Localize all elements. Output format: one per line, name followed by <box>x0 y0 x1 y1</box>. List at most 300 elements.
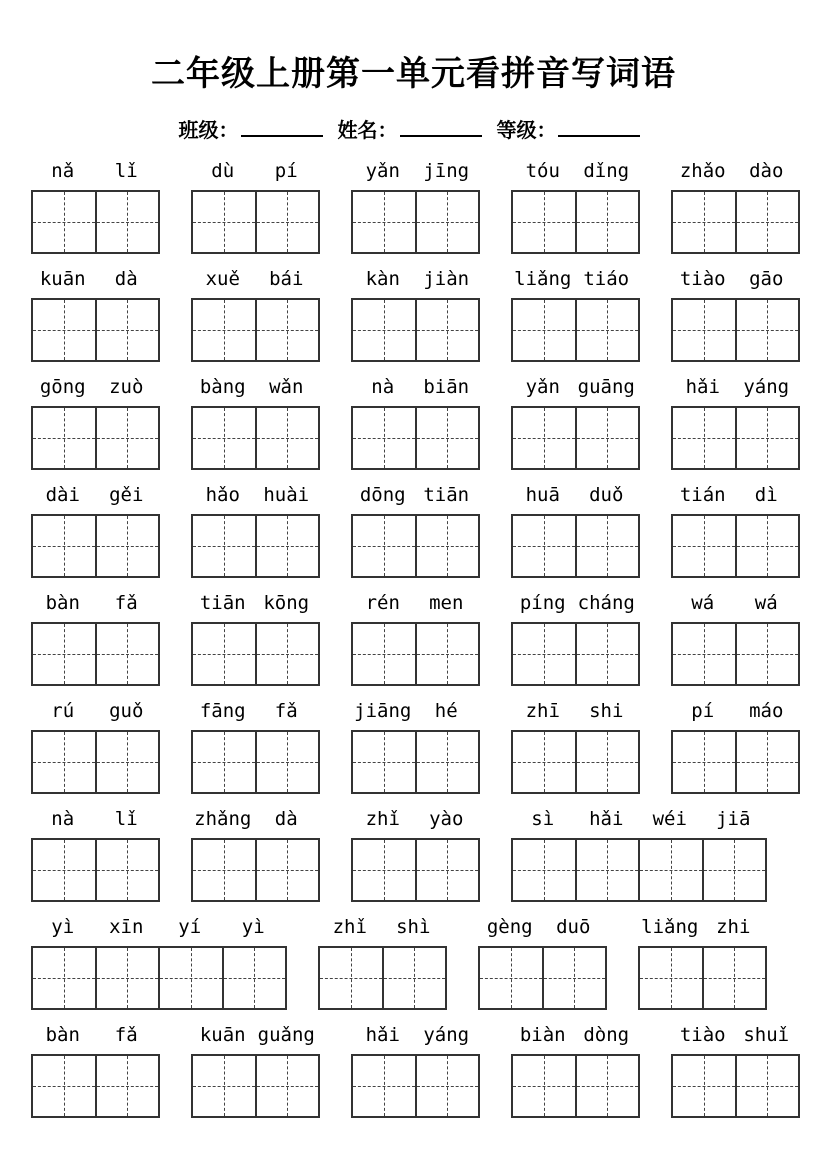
pinyin-syllable: fǎ <box>274 700 298 722</box>
writing-cell[interactable] <box>415 624 479 684</box>
writing-cell[interactable] <box>480 948 542 1008</box>
writing-cell[interactable] <box>415 732 479 792</box>
pinyin-syllable: píng <box>519 592 566 614</box>
writing-cell[interactable] <box>575 840 639 900</box>
tianzige-boxes <box>511 514 640 578</box>
writing-cell[interactable] <box>415 840 479 900</box>
word-item <box>511 156 640 264</box>
pinyin-line <box>191 264 320 298</box>
writing-cell[interactable] <box>95 516 159 576</box>
writing-cell[interactable] <box>735 732 799 792</box>
writing-cell[interactable] <box>95 408 159 468</box>
pinyin-line <box>671 588 800 622</box>
pinyin-syllable: dào <box>749 160 784 182</box>
writing-cell[interactable] <box>702 948 766 1008</box>
writing-cell[interactable] <box>513 516 575 576</box>
tianzige-boxes <box>511 190 640 254</box>
pinyin-syllable: zhǐ <box>332 916 367 938</box>
pinyin-syllable: nà <box>51 808 75 830</box>
pinyin-syllable: shì <box>396 916 431 938</box>
pinyin-syllable: gěi <box>109 484 144 506</box>
pinyin-line <box>511 804 767 838</box>
pinyin-line <box>191 696 320 730</box>
pinyin-syllable: nà <box>371 376 395 398</box>
pinyin-line <box>351 264 480 298</box>
writing-cell[interactable] <box>193 408 255 468</box>
pinyin-line <box>351 696 480 730</box>
pinyin-syllable: hǎi <box>685 376 720 398</box>
tianzige-boxes <box>511 1054 640 1118</box>
name-blank[interactable] <box>400 117 482 137</box>
pinyin-line <box>191 804 320 838</box>
word-item <box>31 372 160 480</box>
tianzige-boxes <box>191 838 320 902</box>
tianzige-boxes <box>191 190 320 254</box>
word-item <box>638 912 767 1020</box>
pinyin-syllable: dù <box>211 160 235 182</box>
writing-cell[interactable] <box>415 408 479 468</box>
writing-cell[interactable] <box>193 516 255 576</box>
word-item <box>511 480 640 588</box>
pinyin-syllable: bàn <box>45 592 80 614</box>
writing-cell[interactable] <box>33 516 95 576</box>
writing-cell[interactable] <box>320 948 382 1008</box>
pinyin-syllable: jīng <box>423 160 470 182</box>
pinyin-syllable: dòng <box>583 1024 630 1046</box>
word-item <box>511 264 640 372</box>
tianzige-boxes <box>638 946 767 1010</box>
writing-cell[interactable] <box>33 624 95 684</box>
pinyin-line <box>511 264 640 298</box>
writing-cell[interactable] <box>158 948 222 1008</box>
writing-cell[interactable] <box>415 300 479 360</box>
pinyin-line <box>671 156 800 190</box>
pinyin-line <box>511 1020 640 1054</box>
pinyin-line <box>191 372 320 406</box>
tianzige-boxes <box>671 298 800 362</box>
writing-cell[interactable] <box>382 948 446 1008</box>
writing-cell[interactable] <box>735 408 799 468</box>
student-info-line <box>0 114 827 143</box>
pinyin-line <box>351 1020 480 1054</box>
writing-cell[interactable] <box>353 732 415 792</box>
pinyin-syllable: bàn <box>45 1024 80 1046</box>
writing-cell[interactable] <box>415 192 479 252</box>
word-item <box>31 912 287 1020</box>
writing-cell[interactable] <box>513 732 575 792</box>
writing-cell[interactable] <box>353 408 415 468</box>
writing-cell[interactable] <box>735 624 799 684</box>
writing-cell[interactable] <box>513 840 575 900</box>
writing-cell[interactable] <box>513 1056 575 1116</box>
writing-cell[interactable] <box>33 300 95 360</box>
word-item <box>31 156 160 264</box>
pinyin-syllable: yáng <box>743 376 790 398</box>
writing-cell[interactable] <box>193 840 255 900</box>
word-item <box>191 264 320 372</box>
pinyin-syllable: men <box>429 592 464 614</box>
writing-cell[interactable] <box>353 1056 415 1116</box>
pinyin-line <box>671 696 800 730</box>
writing-cell[interactable] <box>735 1056 799 1116</box>
writing-cell[interactable] <box>702 840 766 900</box>
pinyin-syllable: tiào <box>679 268 726 290</box>
tianzige-boxes <box>31 730 160 794</box>
pinyin-syllable: xīn <box>109 916 144 938</box>
word-item <box>351 1020 480 1128</box>
exercise-row <box>31 156 800 264</box>
pinyin-syllable: fǎ <box>114 592 138 614</box>
writing-cell[interactable] <box>33 192 95 252</box>
pinyin-syllable: zhǎng <box>194 808 252 830</box>
writing-cell[interactable] <box>33 948 95 1008</box>
class-label: 班级： <box>178 118 239 142</box>
word-item <box>671 264 800 372</box>
pinyin-line <box>351 156 480 190</box>
writing-cell[interactable] <box>33 840 95 900</box>
tianzige-boxes <box>191 622 320 686</box>
pinyin-line <box>31 912 287 946</box>
writing-cell[interactable] <box>95 840 159 900</box>
pinyin-syllable: máo <box>749 700 784 722</box>
tianzige-boxes <box>511 838 767 902</box>
tianzige-boxes <box>511 622 640 686</box>
tianzige-boxes <box>351 1054 480 1118</box>
writing-cell[interactable] <box>95 300 159 360</box>
pinyin-line <box>351 804 480 838</box>
writing-cell[interactable] <box>513 300 575 360</box>
tianzige-boxes <box>511 730 640 794</box>
pinyin-line <box>511 588 640 622</box>
pinyin-syllable: dài <box>45 484 80 506</box>
pinyin-syllable: duō <box>556 916 591 938</box>
writing-cell[interactable] <box>673 1056 735 1116</box>
word-item <box>191 480 320 588</box>
pinyin-line <box>351 372 480 406</box>
pinyin-line <box>191 588 320 622</box>
exercise-row <box>31 372 800 480</box>
writing-cell[interactable] <box>513 624 575 684</box>
pinyin-syllable: jiāng <box>354 700 412 722</box>
writing-cell[interactable] <box>193 624 255 684</box>
word-item <box>671 480 800 588</box>
word-item <box>671 1020 800 1128</box>
pinyin-syllable: shi <box>589 700 624 722</box>
pinyin-syllable: yì <box>241 916 265 938</box>
writing-cell[interactable] <box>222 948 286 1008</box>
writing-cell[interactable] <box>255 300 319 360</box>
writing-cell[interactable] <box>735 192 799 252</box>
pinyin-syllable: guāng <box>577 376 635 398</box>
pinyin-syllable: kàn <box>365 268 400 290</box>
tianzige-boxes <box>478 946 607 1010</box>
tianzige-boxes <box>31 190 160 254</box>
exercise-row <box>31 480 800 588</box>
writing-cell[interactable] <box>193 732 255 792</box>
pinyin-syllable: gōng <box>39 376 86 398</box>
tianzige-boxes <box>31 514 160 578</box>
word-item <box>671 372 800 480</box>
writing-cell[interactable] <box>353 516 415 576</box>
pinyin-syllable: tiáo <box>583 268 630 290</box>
exercise-row <box>31 804 800 912</box>
pinyin-syllable: dì <box>754 484 778 506</box>
word-item <box>31 804 160 912</box>
tianzige-boxes <box>671 1054 800 1118</box>
pinyin-line <box>671 480 800 514</box>
writing-cell[interactable] <box>673 408 735 468</box>
word-item <box>351 696 480 804</box>
pinyin-syllable: jiā <box>716 808 751 830</box>
tianzige-boxes <box>671 730 800 794</box>
tianzige-boxes <box>351 190 480 254</box>
exercise-row <box>31 1020 800 1128</box>
tianzige-boxes <box>351 406 480 470</box>
tianzige-boxes <box>671 514 800 578</box>
pinyin-syllable: yǎn <box>365 160 400 182</box>
exercise-row <box>31 696 800 804</box>
pinyin-line <box>191 156 320 190</box>
word-item <box>31 696 160 804</box>
tianzige-boxes <box>671 622 800 686</box>
pinyin-syllable: lǐ <box>114 160 138 182</box>
pinyin-line <box>638 912 767 946</box>
name-label: 姓名： <box>337 118 398 142</box>
writing-cell[interactable] <box>353 300 415 360</box>
word-item <box>351 372 480 480</box>
pinyin-syllable: gèng <box>486 916 533 938</box>
pinyin-syllable: yì <box>51 916 75 938</box>
tianzige-boxes <box>511 298 640 362</box>
pinyin-syllable: tiān <box>423 484 470 506</box>
writing-cell[interactable] <box>193 1056 255 1116</box>
writing-cell[interactable] <box>673 624 735 684</box>
pinyin-line <box>31 804 160 838</box>
pinyin-syllable: tiān <box>199 592 246 614</box>
pinyin-line <box>31 588 160 622</box>
word-item <box>31 1020 160 1128</box>
pinyin-syllable: hǎo <box>205 484 240 506</box>
writing-cell[interactable] <box>673 300 735 360</box>
writing-cell[interactable] <box>95 948 159 1008</box>
pinyin-line <box>31 156 160 190</box>
word-item <box>31 264 160 372</box>
writing-cell[interactable] <box>575 192 639 252</box>
writing-cell[interactable] <box>33 1056 95 1116</box>
writing-cell[interactable] <box>95 192 159 252</box>
writing-cell[interactable] <box>575 732 639 792</box>
pinyin-line <box>511 372 640 406</box>
writing-cell[interactable] <box>575 516 639 576</box>
pinyin-line <box>351 588 480 622</box>
pinyin-syllable: wá <box>754 592 778 614</box>
tianzige-boxes <box>671 406 800 470</box>
writing-cell[interactable] <box>638 840 702 900</box>
tianzige-boxes <box>191 1054 320 1118</box>
pinyin-line <box>511 156 640 190</box>
word-item <box>351 264 480 372</box>
writing-cell[interactable] <box>95 732 159 792</box>
writing-cell[interactable] <box>673 732 735 792</box>
writing-cell[interactable] <box>575 300 639 360</box>
tianzige-boxes <box>191 298 320 362</box>
pinyin-line <box>671 372 800 406</box>
pinyin-syllable: sì <box>531 808 555 830</box>
tianzige-boxes <box>31 946 287 1010</box>
writing-cell[interactable] <box>735 516 799 576</box>
tianzige-boxes <box>318 946 447 1010</box>
pinyin-syllable: wéi <box>652 808 687 830</box>
pinyin-line <box>351 480 480 514</box>
pinyin-syllable: yào <box>429 808 464 830</box>
writing-cell[interactable] <box>353 624 415 684</box>
pinyin-syllable: liǎng <box>641 916 699 938</box>
writing-cell[interactable] <box>353 840 415 900</box>
word-item <box>478 912 607 1020</box>
pinyin-syllable: xuě <box>205 268 240 290</box>
writing-cell[interactable] <box>33 408 95 468</box>
writing-cell[interactable] <box>193 300 255 360</box>
word-item <box>511 372 640 480</box>
pinyin-syllable: yáng <box>423 1024 470 1046</box>
word-item <box>351 156 480 264</box>
writing-cell[interactable] <box>255 516 319 576</box>
tianzige-boxes <box>511 406 640 470</box>
pinyin-syllable: shuǐ <box>743 1024 790 1046</box>
tianzige-boxes <box>31 1054 160 1118</box>
pinyin-syllable: tóu <box>525 160 560 182</box>
pinyin-syllable: liǎng <box>514 268 572 290</box>
word-item <box>351 588 480 696</box>
word-item <box>318 912 447 1020</box>
pinyin-syllable: dà <box>114 268 138 290</box>
writing-cell[interactable] <box>255 1056 319 1116</box>
exercise-grid <box>31 156 800 1128</box>
writing-cell[interactable] <box>95 1056 159 1116</box>
word-item <box>191 372 320 480</box>
pinyin-line <box>671 1020 800 1054</box>
pinyin-line <box>31 1020 160 1054</box>
class-blank[interactable] <box>241 117 323 137</box>
pinyin-syllable: hǎi <box>365 1024 400 1046</box>
pinyin-line <box>191 480 320 514</box>
writing-cell[interactable] <box>33 732 95 792</box>
exercise-row <box>31 588 800 696</box>
pinyin-syllable: tián <box>679 484 726 506</box>
writing-cell[interactable] <box>95 624 159 684</box>
writing-cell[interactable] <box>255 192 319 252</box>
grade-label: 等级： <box>496 118 557 142</box>
pinyin-syllable: dà <box>274 808 298 830</box>
pinyin-syllable: jiàn <box>423 268 470 290</box>
writing-cell[interactable] <box>415 1056 479 1116</box>
pinyin-syllable: bàng <box>199 376 246 398</box>
tianzige-boxes <box>191 730 320 794</box>
word-item <box>191 588 320 696</box>
writing-cell[interactable] <box>673 516 735 576</box>
pinyin-line <box>191 1020 320 1054</box>
tianzige-boxes <box>351 514 480 578</box>
pinyin-syllable: zhi <box>716 916 751 938</box>
writing-cell[interactable] <box>193 192 255 252</box>
exercise-row <box>31 264 800 372</box>
tianzige-boxes <box>351 730 480 794</box>
pinyin-line <box>31 264 160 298</box>
word-item <box>511 588 640 696</box>
word-item <box>31 588 160 696</box>
pinyin-syllable: wǎn <box>269 376 304 398</box>
pinyin-syllable: bái <box>269 268 304 290</box>
tianzige-boxes <box>351 622 480 686</box>
tianzige-boxes <box>31 622 160 686</box>
word-item <box>511 696 640 804</box>
pinyin-syllable: kuān <box>39 268 86 290</box>
writing-cell[interactable] <box>255 732 319 792</box>
pinyin-line <box>511 696 640 730</box>
pinyin-syllable: zuò <box>109 376 144 398</box>
pinyin-syllable: zhī <box>525 700 560 722</box>
writing-cell[interactable] <box>255 624 319 684</box>
pinyin-syllable: dōng <box>359 484 406 506</box>
tianzige-boxes <box>31 838 160 902</box>
writing-cell[interactable] <box>513 192 575 252</box>
writing-cell[interactable] <box>673 192 735 252</box>
grade-blank[interactable] <box>558 117 640 137</box>
pinyin-syllable: hé <box>434 700 458 722</box>
pinyin-syllable: fǎ <box>114 1024 138 1046</box>
word-item <box>671 696 800 804</box>
pinyin-syllable: rén <box>365 592 400 614</box>
pinyin-syllable: tiào <box>679 1024 726 1046</box>
pinyin-syllable: kuān <box>199 1024 246 1046</box>
pinyin-syllable: kōng <box>263 592 310 614</box>
writing-cell[interactable] <box>255 840 319 900</box>
writing-cell[interactable] <box>415 516 479 576</box>
pinyin-line <box>31 480 160 514</box>
writing-cell[interactable] <box>542 948 606 1008</box>
writing-cell[interactable] <box>735 300 799 360</box>
writing-cell[interactable] <box>640 948 702 1008</box>
tianzige-boxes <box>191 514 320 578</box>
pinyin-line <box>31 696 160 730</box>
pinyin-syllable: gāo <box>749 268 784 290</box>
pinyin-syllable: wá <box>691 592 715 614</box>
word-item <box>191 696 320 804</box>
tianzige-boxes <box>31 298 160 362</box>
word-item <box>31 480 160 588</box>
word-item <box>191 156 320 264</box>
writing-cell[interactable] <box>513 408 575 468</box>
pinyin-syllable: dǐng <box>583 160 630 182</box>
word-item <box>511 1020 640 1128</box>
pinyin-syllable: yǎn <box>525 376 560 398</box>
pinyin-syllable: biàn <box>519 1024 566 1046</box>
writing-cell[interactable] <box>575 1056 639 1116</box>
worksheet-title: 二年级上册第一单元看拼音写词语 <box>151 54 676 94</box>
pinyin-line <box>31 372 160 406</box>
pinyin-line <box>671 264 800 298</box>
word-item <box>191 1020 320 1128</box>
pinyin-syllable: zhǎo <box>679 160 726 182</box>
writing-cell[interactable] <box>575 408 639 468</box>
writing-cell[interactable] <box>255 408 319 468</box>
writing-cell[interactable] <box>353 192 415 252</box>
pinyin-line <box>511 480 640 514</box>
pinyin-line <box>478 912 607 946</box>
word-item <box>511 804 767 912</box>
pinyin-syllable: guǒ <box>109 700 144 722</box>
writing-cell[interactable] <box>575 624 639 684</box>
